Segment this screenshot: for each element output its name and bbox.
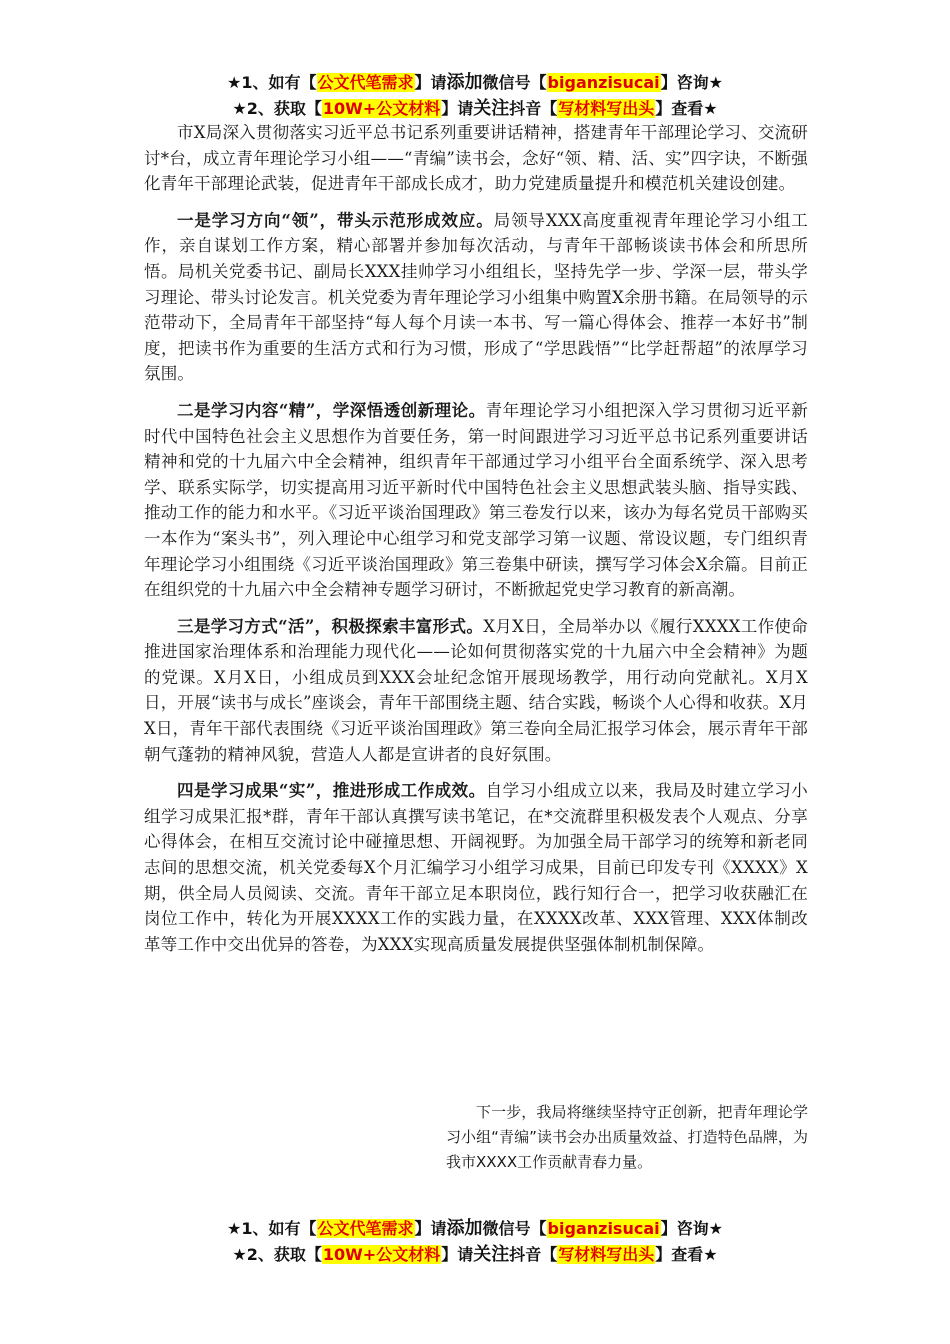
paragraph-3 [144,614,825,768]
banner-highlight: 公文代笔需求 [317,73,414,92]
banner-text: 】咨询★ [660,1219,723,1238]
footer-banner [0,1216,950,1268]
paragraph-1 [144,208,808,387]
closing-paragraph: 下一步，我局将继续坚持守正创新，把青年理论学习小组“青编”读书会办出质量效益、打造特色品牌，为我市XXXX工作贡献青春力量。 [446,1103,808,1171]
intro-paragraph: 市X局深入贯彻落实习近平总书记系列重要讲话精神，搭建青年干部理论学习、交流研讨*台，成立青年理论学习小组——“青编”读书会，念好“领、精、活、实”四字诀，不断强化青年干部理论武装，促进青年干部成长成才，助力党建质量提升和模范机关建设创建。 [144,123,808,194]
header-banner [0,70,950,122]
paragraph-2 [144,398,808,603]
banner-text: 】查看★ [655,99,718,118]
paragraph-4-heading: 四是学习成果“实”，推进形成工作成效。 [177,781,486,801]
banner-text: 】查看★ [655,1245,718,1264]
banner-text: ★2、获取【 [232,99,322,118]
paragraph-1-heading: 一是学习方向“领”，带头示范形成效应。 [177,210,494,230]
banner-highlight: 公文代笔需求 [317,1219,414,1238]
banner-text: 】咨询★ [660,73,723,92]
banner-text: 】请 [414,73,447,92]
banner-highlight: biganzisucai [547,1219,660,1238]
banner-text: 】请 [441,99,474,118]
banner-text: ★2、获取【 [232,1245,322,1264]
paragraph-3-heading: 三是学习方式“活”，积极探索丰富形式。 [177,616,484,636]
paragraph-2-body: 青年理论学习小组把深入学习贯彻习近平新时代中国特色社会主义思想作为首要任务，第一时间跟进学习习近平总书记系列重要讲话精神和党的十九届六中全会精神，组织青年干部通过学习小组平台全面系统学、深入思考学、联系实际学，切实提高用习近平新时代中国特色社会主义思想武装头脑、指导实践、推动工作的能力和水平。《习近平谈治国理政》第三卷发行以来，该办为每名党员干部购买一本作为“案头书”，列入理论中心组学习和党支部学习第一议题、常设议题，专门组织青年理论学习小组围绕《习近平谈治国理政》第三卷集中研读，撰写学习体会X余篇。目前正在组织党的十九届六中全会精神专题学习研讨，不断掀起党史学习教育的新高潮。 [144,400,808,600]
banner-line-1 [0,1216,950,1242]
paragraph-1-body: 局领导XXX高度重视青年理论学习小组工作，亲自谋划工作方案，精心部署并参加每次活动，与青年干部畅谈读书体会和所思所悟。局机关党委书记、副局长XXX挂帅学习小组组长，坚持先学一步、学深一层，带头学习理论、带头讨论发言。机关党委为青年理论学习小组集中购置X余册书籍。在局领导的示范带动下，全局青年干部坚持“每人每个月读一本书、写一篇心得体会、推荐一本好书”制度，把读书作为重要的生活方式和行为习惯，形成了“学思践悟”“比学赶帮超”的浓厚学习氛围。 [144,210,808,384]
paragraph-4-body: 自学习小组成立以来，我局及时建立学习小组学习成果汇报*群，青年干部认真撰写读书笔记，在*交流群里积极发表个人观点、分享心得体会，在相互交流讨论中碰撞思想、开阔视野。为加强全局干部学习的统筹和新老同志间的思想交流，机关党委每X个月汇编学习小组学习成果，目前已印发专刊《XXXX》X期，供全局人员阅读、交流。青年干部立足本职岗位，践行知行合一，把学习收获融汇在岗位工作中，转化为开展XXXX工作的实践力量，在XXXX改革、XXX管理、XXX体制改革等工作中交出优异的答卷，为XXX实现高质量发展提供坚强体制机制保障。 [144,781,808,954]
banner-text: 添加 [446,1218,483,1239]
banner-highlight: 10W+公文材料 [322,99,441,118]
banner-text: 添加 [446,72,483,93]
banner-highlight: biganzisucai [547,73,660,92]
banner-highlight: 写材料写出头 [558,1245,655,1264]
banner-text: ★1、如有【 [227,73,317,92]
banner-text: 】请 [414,1219,447,1238]
banner-highlight: 10W+公文材料 [322,1245,441,1264]
banner-line-1 [0,70,950,96]
paragraph-3-body: X月X日，全局举办以《履行XXXX工作使命 推进国家治理体系和治理能力现代化——论如何贯彻落实党的十九届六中全会精神》为题的党课。X月X日，小组成员到XXX会址纪念馆开展现场教学，用行动向党献礼。X月X日，开展“读书与成长”座谈会，青年干部围绕主题、结合实践，畅谈个人心得和收获。X月X日，青年干部代表围绕《习近平谈治国理政》第三卷向全局汇报学习体会，展示青年干部朝气蓬勃的精神风貌，营造人人都是宣讲者的良好氛围。 [144,616,825,764]
banner-text: 关注 [473,98,510,119]
banner-line-2 [0,96,950,122]
banner-highlight: 写材料写出头 [558,99,655,118]
banner-text: 关注 [473,1244,510,1265]
banner-text: 抖音【 [509,1245,558,1264]
banner-text: 抖音【 [509,99,558,118]
document-body [144,120,825,968]
banner-text: ★1、如有【 [227,1219,317,1238]
paragraph-2-heading: 二是学习内容“精”，学深悟透创新理论。 [177,400,486,420]
banner-line-2 [0,1242,950,1268]
banner-text: 微信号【 [482,1219,547,1238]
banner-text: 微信号【 [482,73,547,92]
banner-text: 】请 [441,1245,474,1264]
paragraph-4 [144,778,808,957]
